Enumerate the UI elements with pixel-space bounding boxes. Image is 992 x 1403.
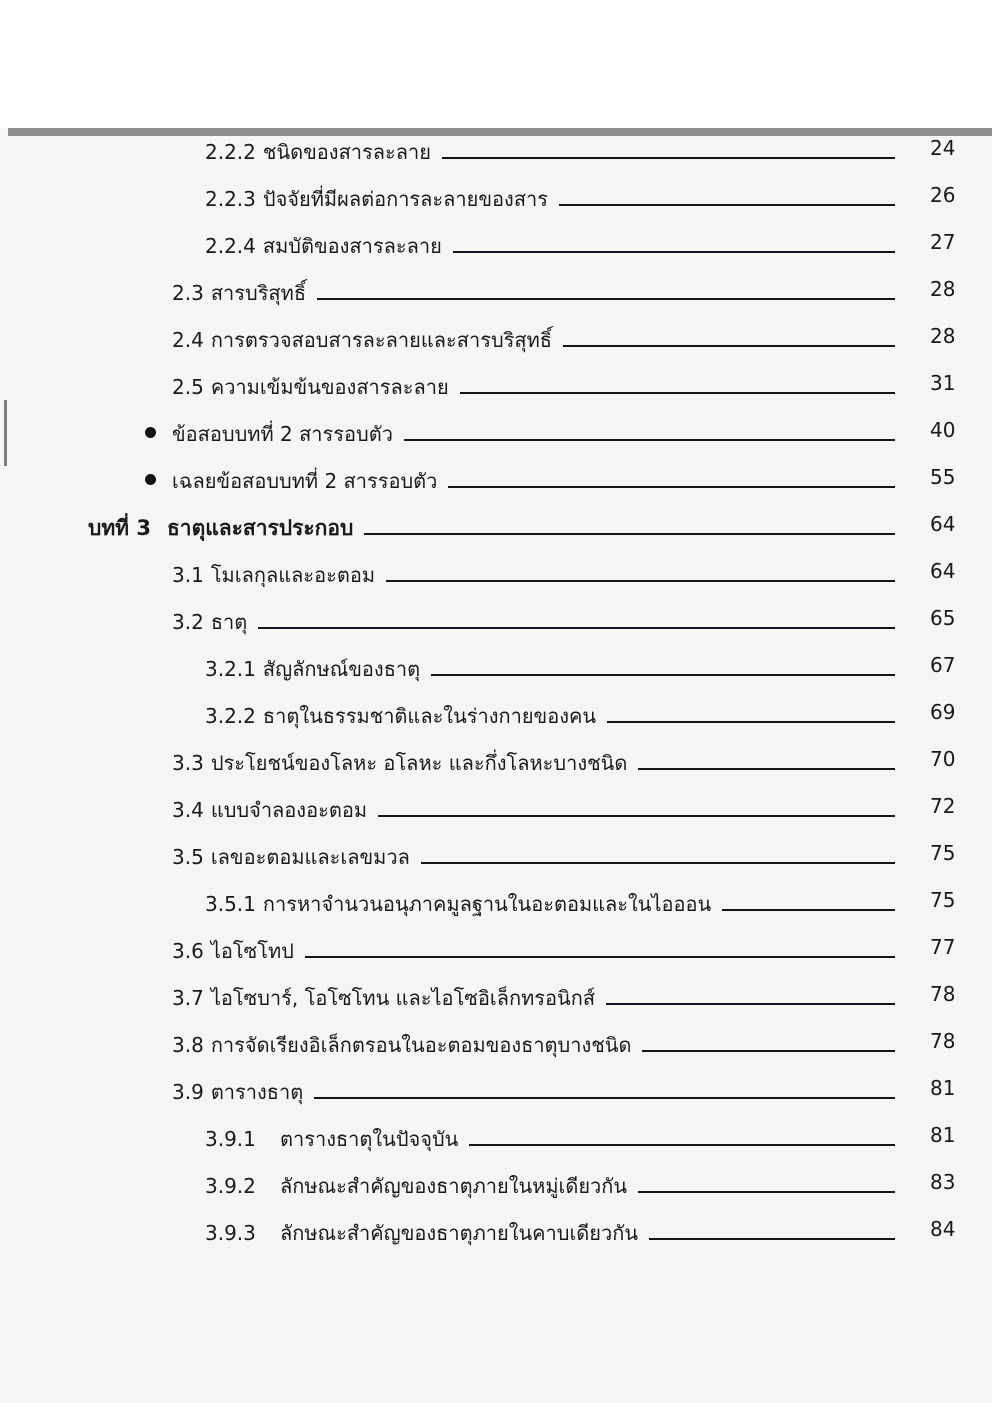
toc-leader-line (638, 768, 895, 770)
toc-leader-line (442, 157, 895, 159)
table-of-contents (0, 136, 992, 1264)
toc-entry-title: ธาตุและสารประกอบ (166, 516, 354, 540)
toc-page-number: 65 (930, 606, 956, 630)
toc-entry[interactable] (0, 559, 992, 606)
toc-entry[interactable] (0, 606, 992, 653)
toc-leader-line (460, 392, 895, 394)
toc-entry-title: การตรวจสอบสารละลายและสารบริสุทธิ์ (210, 328, 552, 352)
toc-page-number: 28 (930, 277, 956, 301)
toc-entry-title: ชนิดของสารละลาย (262, 140, 431, 164)
toc-entry[interactable] (0, 841, 992, 888)
toc-entry-title: ความเข้มข้นของสารละลาย (210, 375, 449, 399)
toc-entry-title: ประโยชน์ของโลหะ อโลหะ และกึ่งโลหะบางชนิด (210, 751, 628, 775)
toc-entry[interactable] (0, 277, 992, 324)
toc-page-number: 64 (930, 559, 956, 583)
page-header-whitespace (0, 0, 992, 128)
toc-entry-number: 3.2.1 (205, 657, 256, 681)
toc-entry-title: ตารางธาตุในปัจจุบัน (280, 1127, 459, 1151)
toc-entry-title: แบบจำลองอะตอม (210, 798, 368, 822)
toc-entry-title: เลขอะตอมและเลขมวล (210, 845, 410, 869)
toc-entry[interactable] (0, 418, 992, 465)
toc-leader-line (448, 486, 895, 488)
toc-entry[interactable] (0, 747, 992, 794)
toc-page-number: 78 (930, 982, 956, 1006)
toc-entry-title: ไอโซบาร์, โอโซโทน และไอโซอิเล็กทรอนิกส์ (210, 986, 596, 1010)
toc-entry-number: 3.9.2 (205, 1174, 256, 1198)
toc-page-number: 69 (930, 700, 956, 724)
toc-entry-title: ธาตุ (210, 610, 248, 634)
toc-leader-line (559, 204, 895, 206)
toc-leader-line (469, 1144, 895, 1146)
toc-page-number: 75 (930, 888, 956, 912)
toc-entry-title: ลักษณะสำคัญของธาตุภายในหมู่เดียวกัน (280, 1174, 628, 1198)
toc-entry[interactable] (0, 982, 992, 1029)
toc-leader-line (453, 251, 895, 253)
toc-entry-title: สัญลักษณ์ของธาตุ (262, 657, 421, 681)
toc-entry-number: 3.8 (172, 1033, 204, 1057)
toc-entry[interactable] (0, 1170, 992, 1217)
toc-entry[interactable] (0, 512, 992, 559)
toc-entry[interactable] (0, 1123, 992, 1170)
toc-page-number: 27 (930, 230, 956, 254)
toc-page-number: 55 (930, 465, 956, 489)
bullet-icon (145, 474, 156, 485)
toc-page-number: 31 (930, 371, 956, 395)
toc-entry-number: 3.5 (172, 845, 204, 869)
toc-leader-line (314, 1097, 895, 1099)
toc-entry[interactable] (0, 371, 992, 418)
toc-leader-line (649, 1238, 895, 1240)
toc-page-number: 64 (930, 512, 956, 536)
toc-leader-line (607, 721, 895, 723)
toc-entry-title: ไอโซโทป (210, 939, 294, 963)
toc-page-number: 67 (930, 653, 956, 677)
toc-page-number: 26 (930, 183, 956, 207)
toc-page-number: 78 (930, 1029, 956, 1053)
toc-page-number: 72 (930, 794, 956, 818)
toc-entry-number: 2.2.3 (205, 187, 256, 211)
toc-page-number: 81 (930, 1123, 956, 1147)
toc-entry[interactable] (0, 1029, 992, 1076)
toc-entry-number: 3.9.1 (205, 1127, 256, 1151)
toc-entry[interactable] (0, 324, 992, 371)
toc-page-number: 75 (930, 841, 956, 865)
toc-entry-title: สารบริสุทธิ์ (210, 281, 307, 305)
toc-entry[interactable] (0, 183, 992, 230)
toc-page-number: 83 (930, 1170, 956, 1194)
toc-entry-title: ข้อสอบบทที่ 2 สารรอบตัว (172, 422, 393, 446)
toc-entry-number: 3.1 (172, 563, 204, 587)
toc-page-number: 84 (930, 1217, 956, 1241)
toc-entry-number: 2.2.2 (205, 140, 256, 164)
toc-page-number: 70 (930, 747, 956, 771)
toc-leader-line (606, 1003, 895, 1005)
toc-entry[interactable] (0, 136, 992, 183)
toc-entry-title: โมเลกุลและอะตอม (210, 563, 376, 587)
toc-entry-number: 2.5 (172, 375, 204, 399)
toc-entry[interactable] (0, 653, 992, 700)
toc-entry[interactable] (0, 700, 992, 747)
toc-entry[interactable] (0, 230, 992, 277)
toc-entry-number: 2.4 (172, 328, 204, 352)
toc-entry-number: 3.3 (172, 751, 204, 775)
bullet-icon (145, 427, 156, 438)
toc-page-number: 40 (930, 418, 956, 442)
toc-entry-title: การหาจำนวนอนุภาคมูลฐานในอะตอมและในไอออน (262, 892, 712, 916)
toc-leader-line (305, 956, 895, 958)
toc-entry[interactable] (0, 935, 992, 982)
toc-entry-number: 3.7 (172, 986, 204, 1010)
toc-entry[interactable] (0, 1217, 992, 1264)
toc-entry-title: เฉลยข้อสอบบทที่ 2 สารรอบตัว (172, 469, 438, 493)
toc-leader-line (364, 533, 895, 535)
toc-entry-number: 3.9.3 (205, 1221, 256, 1245)
toc-leader-line (642, 1050, 895, 1052)
toc-entry-title: ตารางธาตุ (210, 1080, 304, 1104)
toc-leader-line (638, 1191, 895, 1193)
toc-entry[interactable] (0, 794, 992, 841)
toc-entry[interactable] (0, 888, 992, 935)
toc-entry-title: ปัจจัยที่มีผลต่อการละลายของสาร (262, 187, 548, 211)
toc-page-number: 77 (930, 935, 956, 959)
toc-entry-number: 2.3 (172, 281, 204, 305)
toc-entry-number: 2.2.4 (205, 234, 256, 258)
toc-entry-number: 3.2.2 (205, 704, 256, 728)
toc-entry-title: ลักษณะสำคัญของธาตุภายในคาบเดียวกัน (280, 1221, 639, 1245)
toc-leader-line (378, 815, 895, 817)
toc-entry-number: 3.2 (172, 610, 204, 634)
toc-leader-line (431, 674, 895, 676)
toc-entry-number: 3.6 (172, 939, 204, 963)
toc-leader-line (404, 439, 895, 441)
toc-entry-number: 3.9 (172, 1080, 204, 1104)
toc-leader-line (722, 909, 895, 911)
toc-entry-title: ธาตุในธรรมชาติและในร่างกายของคน (262, 704, 597, 728)
toc-page-number: 24 (930, 136, 956, 160)
toc-entry[interactable] (0, 1076, 992, 1123)
toc-leader-line (258, 627, 895, 629)
toc-entry-number: 3.5.1 (205, 892, 256, 916)
top-divider-rule (8, 128, 992, 136)
toc-leader-line (386, 580, 895, 582)
toc-leader-line (317, 298, 895, 300)
toc-leader-line (563, 345, 895, 347)
toc-page-number: 28 (930, 324, 956, 348)
toc-entry-title: การจัดเรียงอิเล็กตรอนในอะตอมของธาตุบางชนิด (210, 1033, 632, 1057)
toc-entry-number: บทที่ 3 (88, 516, 151, 540)
toc-entry-number: 3.4 (172, 798, 204, 822)
toc-page-number: 81 (930, 1076, 956, 1100)
toc-entry[interactable] (0, 465, 992, 512)
toc-leader-line (421, 862, 895, 864)
toc-entry-title: สมบัติของสารละลาย (262, 234, 442, 258)
